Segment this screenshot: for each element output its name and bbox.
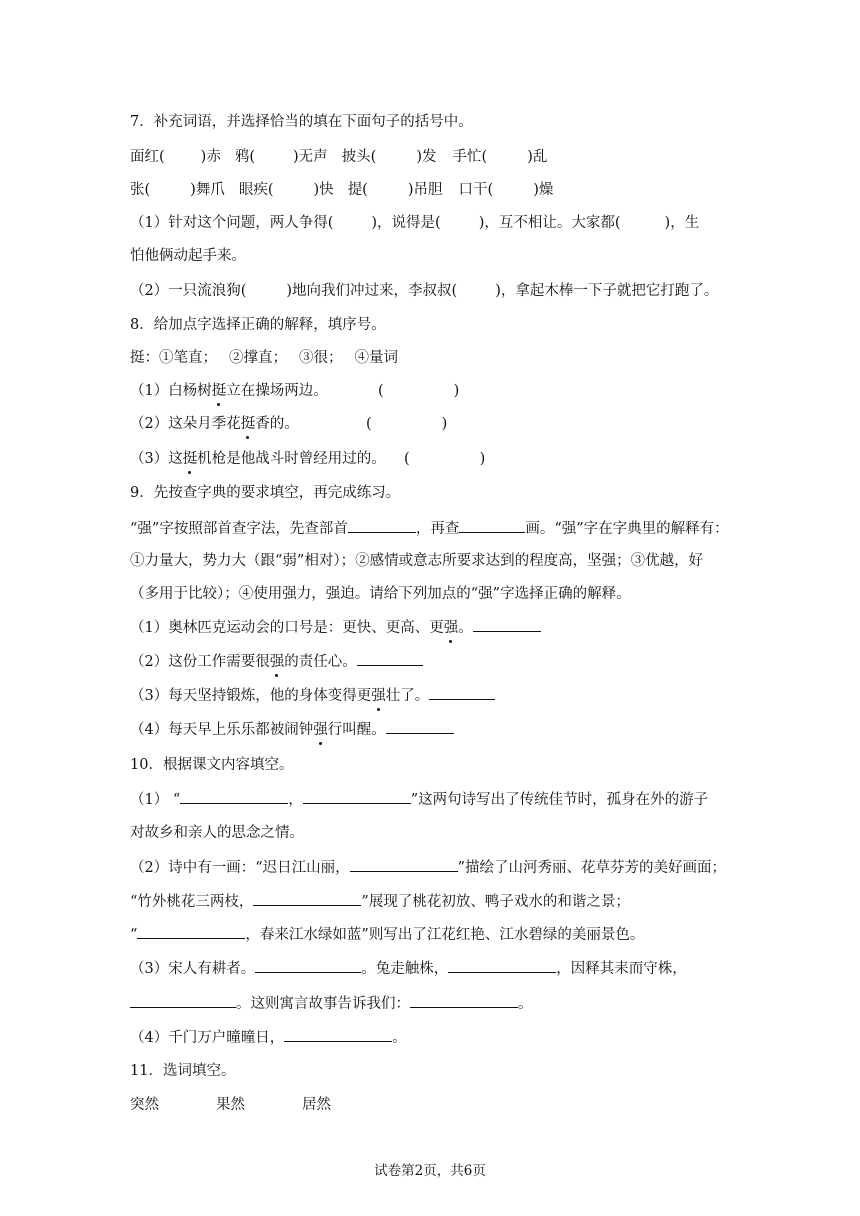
q10-title: 10．根据课文内容填空。	[130, 757, 294, 773]
q8-item-2: （2）这朵月季花挺香的。	[130, 416, 299, 432]
q11-title: 11．选词填空。	[130, 1063, 236, 1079]
q9-title: 9．先按查字典的要求填空，再完成练习。	[130, 485, 401, 501]
q10-line-7: （4）千门万户曈曈日， 。	[130, 1027, 407, 1048]
q9-answer-2[interactable]	[357, 651, 423, 666]
q11-word-bank	[130, 1095, 331, 1115]
blank-radical[interactable]	[348, 518, 416, 533]
q8-item-3: （3）这挺机枪是他战斗时曾经用过的。	[130, 451, 386, 467]
blank[interactable]	[180, 789, 288, 804]
q10-line-5: （3）宋人有耕者。 。兔走触株， ，因释其耒而守株，	[130, 958, 687, 979]
word-option: 居然	[302, 1097, 331, 1113]
q9-para-1: “强”字按照部首查字法，先查部首 ，再查 画。“强”字在字典里的解释有：	[130, 518, 729, 539]
q9-item-2: （2）这份工作需要很强的责任心。	[130, 651, 423, 672]
q10-line-2: （2）诗中有一画：“迟日江山丽， ”描绘了山河秀丽、花草芬芳的美好画面；	[130, 857, 726, 878]
q8-answer-3[interactable]: ( )	[404, 451, 486, 467]
q8-item-1: （1）白杨树挺立在操场两边。	[130, 383, 328, 399]
q9-answer-4[interactable]	[386, 719, 454, 734]
q8-answer-2[interactable]: ( )	[366, 416, 448, 432]
q10-line-6: 。这则寓言故事告诉我们： 。	[130, 993, 533, 1014]
blank-strokes[interactable]	[459, 518, 525, 533]
blank[interactable]	[137, 924, 245, 939]
blank[interactable]	[350, 857, 458, 872]
q9-item-3: （3）每天坚持锻炼，他的身体变得更强壮了。	[130, 685, 495, 706]
q10-line-1-cont: 对故乡和亲人的思念之情。	[130, 825, 304, 841]
q7-title: 7．补充词语，并选择恰当的填在下面句子的括号中。	[130, 114, 473, 130]
q9-item-4: （4）每天早上乐乐都被闹钟强行叫醒。	[130, 719, 454, 740]
blank[interactable]	[253, 891, 361, 906]
q9-para-2: ①力量大，势力大（跟“弱”相对）；②感情或意志所要求达到的程度高，坚强；③优越，好	[130, 553, 704, 569]
q9-answer-1[interactable]	[473, 617, 541, 632]
blank[interactable]	[130, 993, 236, 1008]
q9-answer-3[interactable]	[429, 685, 495, 700]
blank[interactable]	[410, 993, 518, 1008]
q7-sentence1: （1）针对这个问题，两人争得( )，说得是( )，互不相让。大家都( )，生	[130, 215, 700, 231]
q10-line-3: “竹外桃花三两枝， ”展现了桃花初放、鸭子戏水的和谐之景；	[130, 891, 630, 912]
blank[interactable]	[448, 958, 556, 973]
q7-sentence2: （2）一只流浪狗( )地向我们冲过来，李叔叔( )，拿起木棒一下子就把它打跑了。	[130, 283, 719, 299]
q9-item-1: （1）奥林匹克运动会的口号是：更快、更高、更强。	[130, 617, 541, 638]
q8-definitions: 挺：①笔直； ②撑直； ③很； ④量词	[130, 350, 398, 366]
word-option: 果然	[216, 1097, 245, 1113]
page-footer: 试卷第2页，共6页	[374, 1163, 486, 1179]
q9-para-3: （多用于比较）；④使用强力，强迫。请给下列加点的“强”字选择正确的解释。	[130, 586, 631, 602]
blank[interactable]	[303, 789, 411, 804]
q8-title: 8．给加点字选择正确的解释，填序号。	[130, 317, 386, 333]
q7-row2: 张( )舞爪 眼疾( )快 提( )吊胆 口干( )燥	[130, 182, 554, 198]
q8-answer-1[interactable]: ( )	[378, 383, 460, 399]
q10-line-1: （1） “ ， ”这两句诗写出了传统佳节时，孤身在外的游子	[130, 789, 708, 810]
blank[interactable]	[255, 958, 361, 973]
q10-line-4: “ ，春来江水绿如蓝”则写出了江花红艳、江水碧绿的美丽景色。	[130, 924, 644, 945]
word-option: 突然	[130, 1097, 159, 1113]
blank[interactable]	[284, 1027, 392, 1042]
q7-row1: 面红( )赤 鸦( )无声 披头( )发 手忙( )乱	[130, 149, 548, 165]
q7-sentence1-cont: 怕他俩动起手来。	[130, 248, 246, 264]
